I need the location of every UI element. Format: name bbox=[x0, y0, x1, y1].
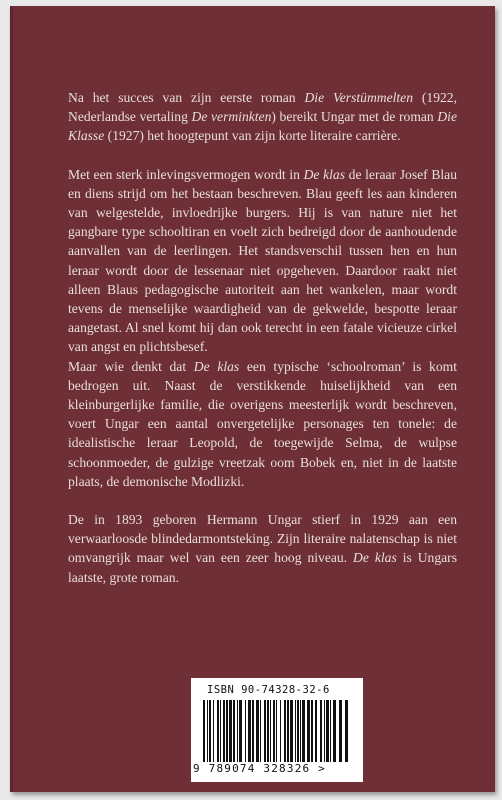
blurb-text-run: ) bereikt Ungar met de roman bbox=[271, 109, 438, 125]
barcode-bar bbox=[276, 700, 277, 762]
barcode-bar bbox=[256, 700, 259, 762]
barcode-bar bbox=[264, 700, 266, 762]
barcode-bar bbox=[307, 700, 310, 762]
barcode-bar bbox=[273, 700, 275, 762]
back-cover bbox=[10, 6, 495, 792]
barcode-bar bbox=[226, 700, 228, 762]
barcode-bar bbox=[333, 700, 336, 762]
barcode-bar bbox=[295, 700, 296, 762]
barcode-bar bbox=[223, 700, 225, 762]
barcode-bar bbox=[280, 700, 281, 762]
blurb-text-run: is Ungars laatste, grote roman. bbox=[68, 550, 457, 585]
book-title-italic: Die Klasse bbox=[68, 109, 457, 144]
book-title-italic: De klas bbox=[303, 166, 346, 182]
barcode-bar bbox=[220, 700, 221, 762]
blurb-text-run: de leraar Josef Blau en diens strijd om het bestaan beschreven. Blau geeft les aan kinderen van welgestelde, invloedrijke burgers. Hij is van nature niet het gangbare type schooltiran en voelt zich bedreigd door de aanhoudende aanvallen van de leerlingen. Het standsverschil tussen hen en hun leraar wordt door de lessenaar niet opgeheven. Daardoor raakt niet alleen Blaus pedagogische autoriteit aan het wankelen, maar wordt tevens de menselijke waardigheid van de gekwelde, bespotte leraar aangetast. Al snel komt hij dan ook terecht in een fatale vicieuze cirkel van angst en plichtsbesef. bbox=[68, 166, 458, 355]
barcode-image bbox=[201, 700, 353, 762]
barcode-bar bbox=[252, 700, 254, 762]
barcode-bar bbox=[302, 700, 305, 762]
barcode-bar bbox=[311, 700, 313, 762]
ean-digits: 9 789074 328326 > bbox=[193, 762, 326, 775]
barcode-bar bbox=[248, 700, 251, 762]
blurb-text-run: (1927) het hoogtepunt van zijn korte literaire carrière. bbox=[104, 128, 401, 144]
blurb-text-run: Na het succes van zijn eerste roman bbox=[68, 90, 305, 105]
barcode-bar bbox=[324, 700, 325, 762]
isbn-label: ISBN 90-74328-32-6 bbox=[207, 684, 330, 696]
barcode-bar bbox=[209, 700, 211, 762]
barcode-bar bbox=[260, 700, 261, 762]
blurb-text-run: een typische ‘schoolroman’ is komt bedrogen uit. Naast de verstikkende huiselijkheid van een kleinburgerlijke familie, die overigens meesterlijk wordt beschreven, voert Ungar een aantal onvergetelijke personages ten tonele: de idealistische leraar Leopold, de toegewijde Selma, de wulpse schoonmoeder, de gulzige vreetzak oom Bobek en, niet in de laatste plaats, de demonische Modlizki. bbox=[68, 358, 457, 489]
blurb-text-run: (1922, Nederlandse vertaling bbox=[68, 90, 457, 125]
barcode-bar bbox=[315, 700, 317, 762]
barcode-bar bbox=[284, 700, 286, 762]
blurb-text-run: De in 1893 geboren Hermann Ungar stierf in 1929 aan een verwaarloosde blindedarmontsteking. Zijn literaire nalatenschap is niet omvangrijk maar wel van een zeer hoog niveau. bbox=[68, 512, 457, 566]
blurb-paragraph bbox=[68, 510, 457, 587]
book-title-italic: De klas bbox=[353, 550, 397, 566]
book-title-italic: De klas bbox=[193, 358, 240, 374]
blurb-paragraph bbox=[68, 357, 457, 491]
barcode-bar bbox=[229, 700, 232, 762]
barcode-bar bbox=[345, 700, 348, 762]
spine-edge bbox=[10, 6, 13, 792]
barcode-bar bbox=[233, 700, 235, 762]
barcode-bar bbox=[330, 700, 331, 762]
barcode-bar bbox=[207, 700, 208, 762]
barcode-bar bbox=[290, 700, 293, 762]
barcode-bar bbox=[239, 700, 242, 762]
blurb-text-run: Met een sterk inlevingsvermogen wordt in bbox=[68, 166, 304, 182]
barcode-bar bbox=[245, 700, 246, 762]
barcode-bar bbox=[237, 700, 238, 762]
barcode-bar bbox=[270, 700, 271, 762]
blurb-text bbox=[68, 88, 457, 587]
book-title-italic: Die Verstümmelten bbox=[304, 90, 414, 105]
barcode-bar bbox=[320, 700, 322, 762]
blurb-paragraph bbox=[68, 88, 457, 146]
barcode-bar bbox=[297, 700, 299, 762]
barcode-bar bbox=[339, 700, 342, 762]
barcode-bar bbox=[300, 700, 301, 762]
book-title-italic: De verminkten bbox=[191, 109, 272, 125]
blurb-paragraph bbox=[68, 165, 457, 357]
barcode-bar bbox=[203, 700, 205, 762]
barcode-bar bbox=[213, 700, 214, 762]
barcode-bar bbox=[287, 700, 289, 762]
barcode-bar bbox=[217, 700, 219, 762]
barcode-bar bbox=[267, 700, 269, 762]
blurb-text-run: Maar wie denkt dat bbox=[68, 358, 194, 374]
barcode-box bbox=[191, 678, 363, 782]
barcode-bar bbox=[326, 700, 329, 762]
